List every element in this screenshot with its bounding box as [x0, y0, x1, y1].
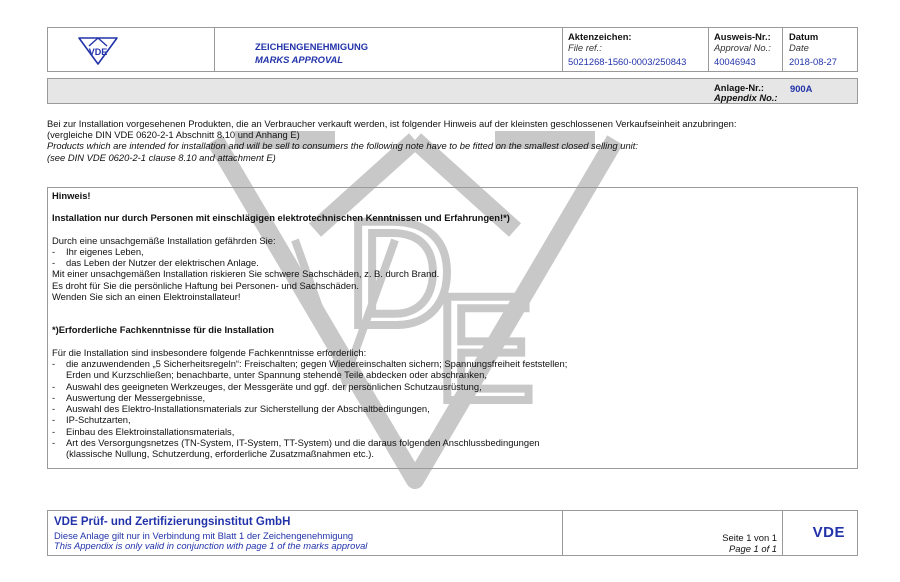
- risk-text-3: Wenden Sie sich an einen Elektroinstallateur!: [52, 291, 241, 303]
- list-item: - IP-Schutzarten,: [52, 414, 131, 426]
- approval-no-cell: [714, 32, 771, 68]
- skills-heading: *)Erforderliche Fachkenntnisse für die Installation: [52, 324, 274, 336]
- vde-mark-text: VDE: [88, 47, 108, 57]
- intro-de-1: Bei zur Installation vorgesehenen Produkten, die an Verbraucher verkauft werden, ist folgender Hinweis auf der kleinsten geschlossenen Verkaufseinheit anzubringen:: [47, 118, 737, 129]
- list-item: - Auswahl des geeigneten Werkzeuges, der Messgeräte und ggf. der persönlichen Schutzausrüstung,: [52, 380, 482, 392]
- notice-heading: Hinweis!: [52, 190, 91, 201]
- skills-item-1: die anzuwendenden „5 Sicherheitsregeln“: Freischalten; gegen Wiedereinschalten sichern; Spannungsfreiheit feststellen;: [66, 357, 568, 369]
- file-ref-label: Aktenzeichen:: [568, 31, 632, 42]
- risk-text-2: Es droht für Sie die persönliche Haftung bei Personen- und Sachschäden.: [52, 279, 359, 291]
- list-item: - das Leben der Nutzer der elektrischen Anlage.: [52, 257, 259, 269]
- file-ref-label-en: File ref.:: [568, 41, 602, 53]
- vde-logo: VDE: [812, 524, 845, 541]
- header-title: [255, 40, 368, 66]
- footer-note-de: Diese Anlage gilt nur in Verbindung mit Blatt 1 der Zeichengenehmigung: [54, 530, 354, 541]
- skills-item-7-cont: (klassische Nullung, Schutzerdung, erforderliche Zusatzmaßnahmen etc.).: [66, 448, 374, 460]
- approval-no-label: Ausweis-Nr.:: [714, 31, 771, 42]
- danger-intro: Durch eine unsachgemäße Installation gefährden Sie:: [52, 234, 276, 246]
- header-box: [47, 27, 858, 72]
- list-item: - die anzuwendenden „5 Sicherheitsregeln“: Freischalten; gegen Wiedereinschalten sichern; Spannungsfreiheit feststellen;: [52, 357, 568, 369]
- institute-name: VDE Prüf- und Zertifizierungsinstitut GmbH: [54, 516, 291, 528]
- danger-item-1: Ihr eigenes Leben,: [66, 245, 144, 257]
- date-cell: [789, 32, 837, 68]
- date-value: 2018-08-27: [789, 56, 837, 67]
- approval-no-label-en: Approval No.:: [714, 41, 771, 53]
- list-item: - Auswahl des Elektro-Installationsmaterials zur Sicherstellung der Abschaltbedingungen,: [52, 403, 430, 415]
- footer-note-en: This Appendix is only valid in conjunction with page 1 of the marks approval: [54, 540, 368, 551]
- notice-warning: Installation nur durch Personen mit einschlägigen elektrotechnischen Kenntnissen und Erfahrungen!*): [52, 212, 510, 224]
- risk-text-1: Mit einer unsachgemäßen Installation riskieren Sie schwere Sachschäden, z. B. durch Brand.: [52, 268, 440, 280]
- file-ref-cell: [568, 32, 686, 68]
- page-number-en: Page 1 of 1: [729, 542, 777, 554]
- skills-item-2: Auswahl des geeigneten Werkzeuges, der Messgeräte und ggf. der persönlichen Schutzausrüstung,: [66, 380, 482, 392]
- date-label: Datum: [789, 31, 819, 42]
- skills-item-3: Auswertung der Messergebnisse,: [66, 391, 206, 403]
- appendix-label-de: Anlage-Nr.:: [714, 82, 765, 93]
- appendix-label: [714, 83, 778, 103]
- page-number-de: Seite 1 von 1: [722, 532, 777, 543]
- approval-no-value: 40046943: [714, 56, 756, 67]
- skills-item-5: IP-Schutzarten,: [66, 414, 131, 426]
- list-item: - Art des Versorgungsnetzes (TN-System, IT-System, TT-System) und die daraus folgenden Anschlussbedingungen: [52, 437, 540, 449]
- skills-item-4: Auswahl des Elektro-Installationsmaterials zur Sicherstellung der Abschaltbedingungen,: [66, 403, 430, 415]
- vde-mark-icon: [76, 33, 120, 67]
- footer-box: [47, 510, 858, 556]
- skills-item-6: Einbau des Elektroinstallationsmaterials,: [66, 425, 235, 437]
- notice-box: [47, 187, 858, 469]
- skills-item-1-cont: Erden und Kurzschließen; benachbarte, unter Spannung stehende Teile abdecken oder abschranken,: [66, 369, 487, 381]
- title-de: ZEICHENGENEHMIGUNG: [255, 41, 369, 52]
- file-ref-value: 5021268-1560-0003/250843: [568, 56, 687, 67]
- svg-text:D: D: [345, 189, 455, 357]
- svg-text:E: E: [434, 264, 536, 432]
- skills-intro: Für die Installation sind insbesondere folgende Fachkenntnisse erforderlich:: [52, 346, 367, 358]
- appendix-bar: [47, 78, 858, 104]
- page-number: [722, 533, 777, 554]
- intro-text: [47, 118, 862, 163]
- list-item: - Ihr eigenes Leben,: [52, 245, 144, 257]
- intro-de-2: (vergleiche DIN VDE 0620-2-1 Abschnitt 8.10 und Anhang E): [47, 129, 300, 141]
- intro-en-2: (see DIN VDE 0620-2-1 clause 8.10 and attachment E): [47, 151, 276, 163]
- title-en: MARKS APPROVAL: [255, 54, 344, 65]
- list-item: - Auswertung der Messergebnisse,: [52, 391, 206, 403]
- skills-item-7: Art des Versorgungsnetzes (TN-System, IT-System, TT-System) und die daraus folgenden Anschlussbedingungen: [66, 437, 540, 449]
- date-label-en: Date: [789, 41, 809, 53]
- appendix-label-en: Appendix No.:: [714, 92, 778, 103]
- intro-en-1: Products which are intended for installation and will be sell to consumers the following note have to be fitted on the smallest closed selling unit:: [47, 140, 638, 152]
- list-item: - Einbau des Elektroinstallationsmaterials,: [52, 425, 235, 437]
- appendix-value: 900A: [790, 83, 813, 94]
- danger-item-2: das Leben der Nutzer der elektrischen Anlage.: [66, 257, 259, 269]
